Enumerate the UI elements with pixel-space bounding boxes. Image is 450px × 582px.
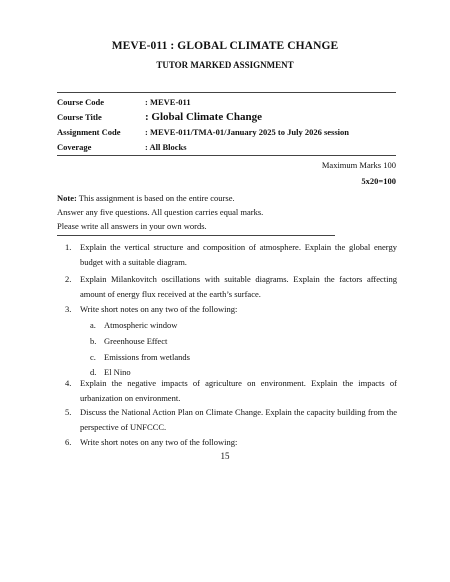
meta-value: : All Blocks — [145, 141, 187, 152]
maximum-marks: Maximum Marks 100 — [321, 160, 396, 170]
document-title: MEVE-011 : GLOBAL CLIMATE CHANGE — [111, 40, 339, 52]
question-number: 2. — [65, 274, 72, 284]
sub-item-letter: b. — [90, 336, 97, 346]
note-label: Note: — [57, 193, 77, 203]
question-number: 4. — [65, 378, 72, 388]
question-text: Explain the vertical structure and composition of atmosphere. Explain the global energy budget with a suitable diagram. — [80, 242, 397, 267]
sub-item-text: Greenhouse Effect — [104, 336, 168, 346]
marks-scheme: 5x20=100 — [361, 176, 396, 186]
question-item — [65, 435, 397, 450]
sub-item — [90, 320, 177, 330]
course-info-table — [57, 92, 396, 156]
sub-item-text: Atmospheric window — [104, 320, 178, 330]
sub-item-letter: d. — [90, 367, 97, 377]
question-item — [65, 240, 397, 269]
course-title-row — [57, 109, 396, 124]
question-text: Write short notes on any two of the following: — [80, 437, 238, 447]
question-text: Discuss the National Action Plan on Climate Change. Explain the capacity building from the perspective of UNFCCC. — [80, 407, 397, 432]
meta-key: Assignment Code — [57, 126, 121, 137]
assignment-code-row — [57, 124, 396, 139]
question-number: 6. — [65, 437, 72, 447]
question-text: Explain the negative impacts of agriculture on environment. Explain the impacts of urbanization on environment. — [80, 378, 397, 403]
sub-item-text: Emissions from wetlands — [104, 352, 190, 362]
instruction-line: Answer any five questions. All question carries equal marks. — [57, 207, 264, 217]
page-number: 15 — [220, 451, 230, 461]
sub-item-letter: a. — [90, 320, 96, 330]
meta-value: : MEVE-011 — [145, 96, 191, 107]
meta-key: Course Title — [57, 111, 102, 122]
sub-item-text: El Nino — [104, 367, 131, 377]
question-text: Write short notes on any two of the following: — [80, 304, 238, 314]
course-code-row — [57, 94, 396, 109]
question-number: 3. — [65, 304, 72, 314]
question-text: Explain Milankovitch oscillations with suitable diagrams. Explain the factors affecting amount of energy flux received at the earth’s surface. — [80, 274, 397, 299]
question-item — [65, 376, 397, 405]
meta-value: : MEVE-011/TMA-01/January 2025 to July 2026 session — [145, 126, 350, 137]
coverage-row — [57, 139, 396, 154]
meta-key: Course Code — [57, 96, 104, 107]
instruction-line: Please write all answers in your own words. — [57, 221, 207, 231]
meta-key: Coverage — [57, 141, 92, 152]
question-item — [65, 405, 397, 434]
note-text: This assignment is based on the entire course. — [76, 193, 235, 203]
sub-item-letter: c. — [90, 352, 96, 362]
question-number: 5. — [65, 407, 72, 417]
sub-item — [90, 336, 167, 346]
document-subtitle: TUTOR MARKED ASSIGNMENT — [156, 60, 294, 70]
question-item — [65, 302, 397, 317]
sub-item — [90, 352, 190, 362]
note-line — [57, 193, 235, 203]
divider — [57, 235, 335, 236]
question-number: 1. — [65, 242, 72, 252]
question-item — [65, 272, 397, 301]
meta-value: : Global Climate Change — [145, 110, 263, 123]
